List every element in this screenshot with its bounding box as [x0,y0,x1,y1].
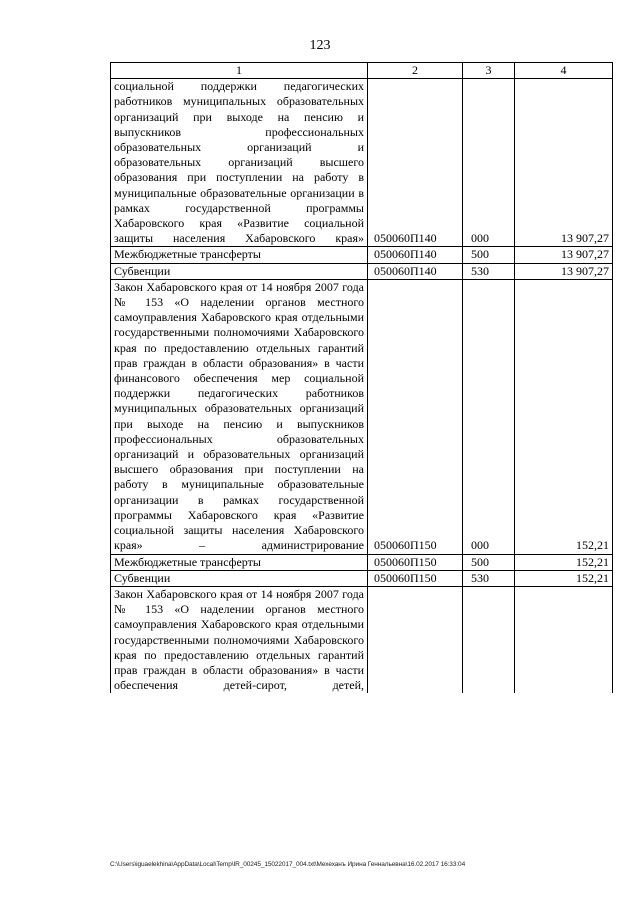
row-amount: 13 907,27 [515,247,613,263]
header-col-2: 2 [368,63,463,79]
row-code: 050060П140 [368,79,463,247]
table-row [111,79,613,247]
row-type: 500 [463,247,515,263]
row-type [463,586,515,693]
row-type: 530 [463,570,515,586]
row-code: 050060П150 [368,570,463,586]
page-number: 123 [309,38,331,53]
row-type: 000 [463,79,515,247]
row-description [111,279,368,554]
header-col-1: 1 [111,63,368,79]
row-description: Межбюджетные трансферты [111,247,368,263]
row-description [111,79,368,247]
table-row [111,586,613,693]
row-type: 000 [463,279,515,554]
table-row [111,279,613,554]
header-col-3: 3 [463,63,515,79]
row-code [368,586,463,693]
row-amount: 152,21 [515,279,613,554]
row-description: Субвенции [111,570,368,586]
row-amount: 152,21 [515,554,613,570]
row-description-text: Закон Хабаровского края от 14 ноября 2007 года № 153 «О наделении органов местного самоуправления Хабаровского края отдельными государственными полномочиями Хабаровского края по предоставлению отдельных гарантий прав граждан в области образования» в части финансового обеспечения мер социальной поддержки педагогических работников муниципальных образовательных организаций при выходе на пенсию и выпускников профессиональных образовательных организаций и образовательных организаций высшего образования при поступлении на работу в муниципальные образовательные организации в рамках государственной программы Хабаровского края «Развитие социальной защиты населения Хабаровского края» – администрирование [114,279,364,553]
file-path-footer: C:\Users\iguaelekhina\AppData\Local\Temp\IR_00245_15022017_004.txt\Мехеханъ Ирина Геннальевна\16.02.2017 16:33:04 [110,861,466,868]
row-description [111,586,368,693]
row-description: Субвенции [111,263,368,279]
row-code: 050060П150 [368,554,463,570]
row-type: 500 [463,554,515,570]
row-amount: 13 907,27 [515,263,613,279]
row-description-text: Закон Хабаровского края от 14 ноября 2007 года № 153 «О наделении органов местного самоуправления Хабаровского края отдельными государственными полномочиями Хабаровского края по предоставлению отдельных гарантий прав граждан в области образования» в части обеспечения детей-сирот, детей, [114,586,364,693]
row-amount: 13 907,27 [515,79,613,247]
row-amount: 152,21 [515,570,613,586]
row-code: 050060П150 [368,279,463,554]
header-col-4: 4 [515,63,613,79]
table-row [111,263,613,279]
table-row [111,554,613,570]
row-code: 050060П140 [368,263,463,279]
row-type: 530 [463,263,515,279]
row-description: Межбюджетные трансферты [111,554,368,570]
table-header-row [111,63,613,79]
row-amount [515,586,613,693]
budget-table [110,62,613,693]
table-row [111,247,613,263]
table-row [111,570,613,586]
row-code: 050060П140 [368,247,463,263]
row-description-text: социальной поддержки педагогических работников муниципальных образовательных организаций при выходе на пенсию и выпускников профессиональных образовательных организаций и образовательных организаций высшего образования при поступлении на работу в муниципальные образовательные организации в рамках государственной программы Хабаровского края «Развитие социальной защиты населения Хабаровского края» [114,79,364,246]
